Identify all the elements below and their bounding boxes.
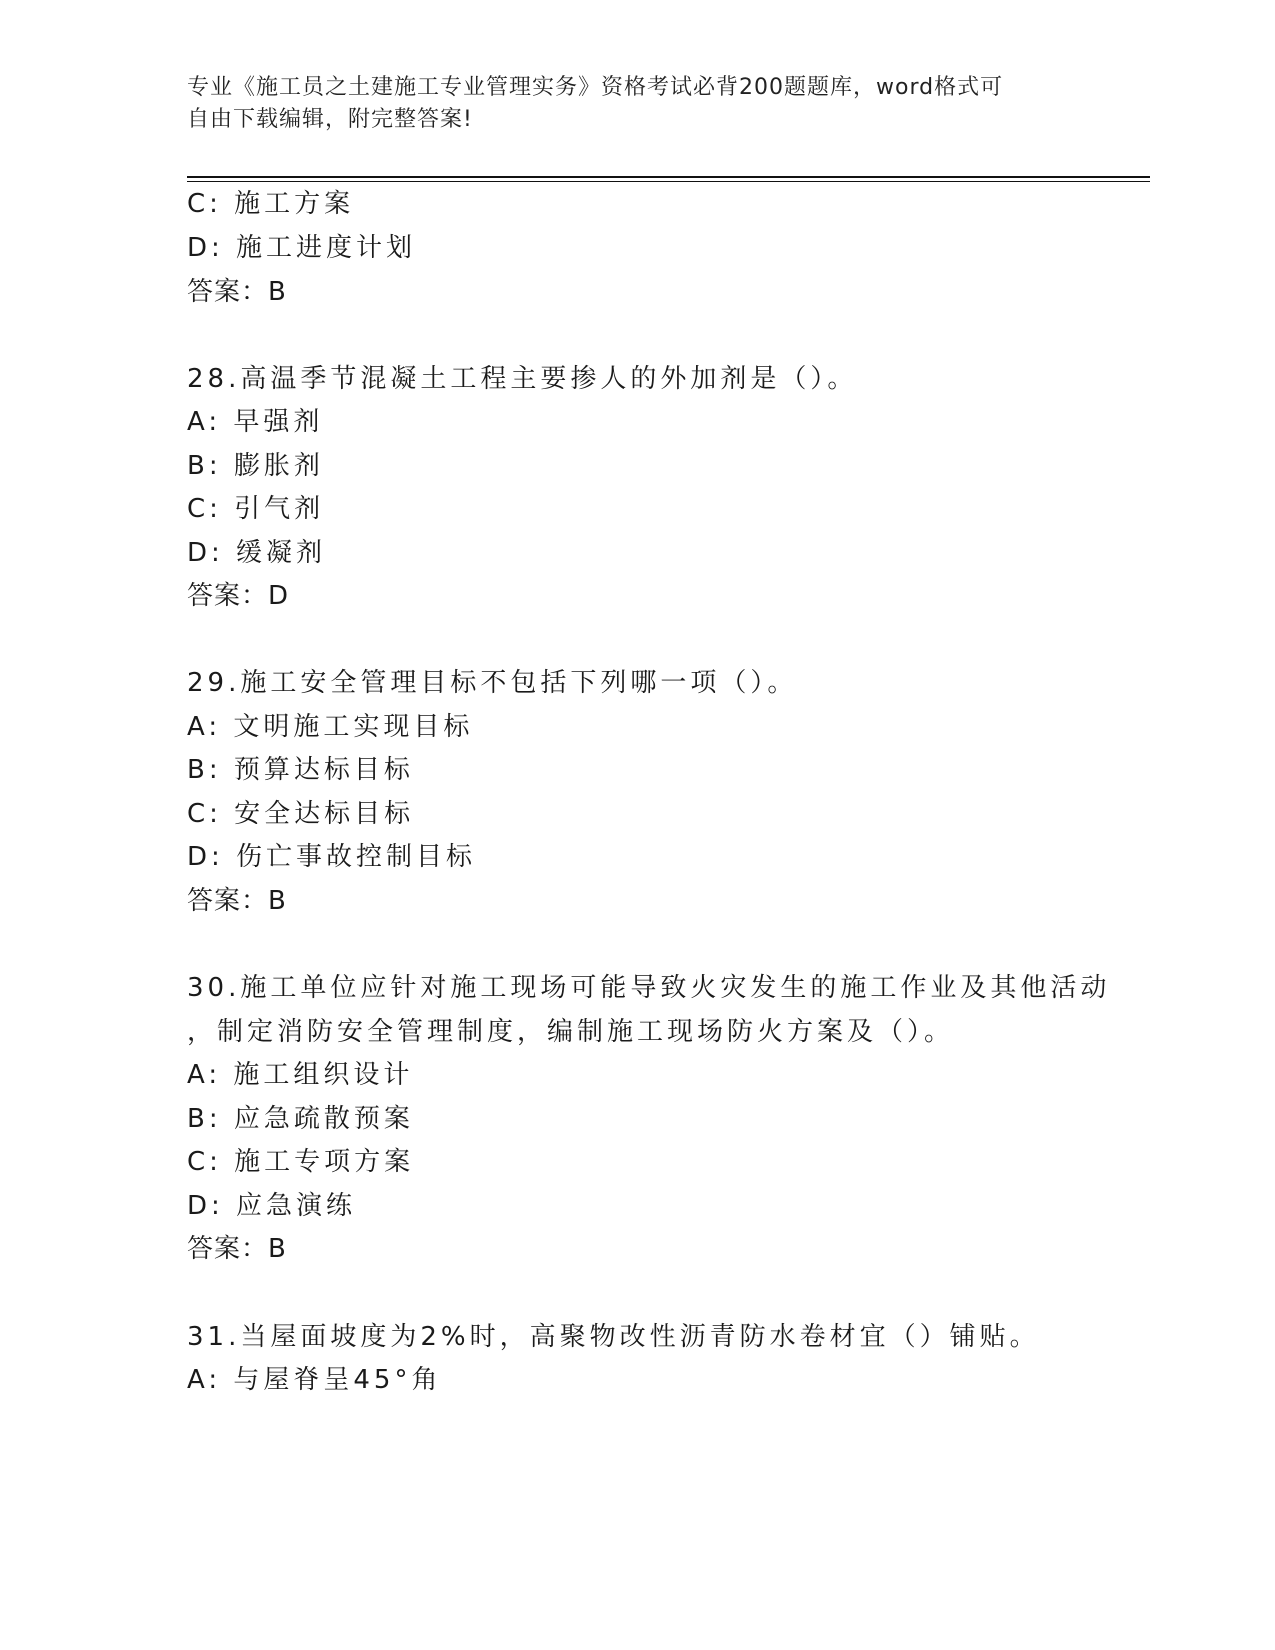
q28-option-d: D: 缓凝剂 bbox=[187, 538, 327, 568]
option-c-prev: C: 施工方案 bbox=[187, 189, 355, 219]
question-29: 29.施工安全管理目标不包括下列哪一项（）。 bbox=[187, 668, 798, 698]
header-line-2: 自由下载编辑，附完整答案! bbox=[187, 107, 473, 132]
q29-option-b: B: 预算达标目标 bbox=[187, 755, 414, 785]
question-30: 30.施工单位应针对施工现场可能导致火灾发生的施工作业及其他活动 bbox=[187, 973, 1111, 1003]
answer-28: 答案：D bbox=[187, 581, 290, 611]
header-rule-thin bbox=[187, 181, 1150, 182]
q29-option-d: D: 伤亡事故控制目标 bbox=[187, 842, 477, 872]
header-line-1: 专业《施工员之土建施工专业管理实务》资格考试必背200题题库，word格式可 bbox=[187, 75, 1004, 100]
answer-27: 答案：B bbox=[187, 277, 287, 307]
question-28: 28.高温季节混凝土工程主要掺人的外加剂是（）。 bbox=[187, 364, 858, 394]
q28-option-c: C: 引气剂 bbox=[187, 494, 325, 524]
q30-option-c: C: 施工专项方案 bbox=[187, 1147, 415, 1177]
question-30-continued: ，制定消防安全管理制度，编制施工现场防火方案及（）。 bbox=[187, 1017, 955, 1047]
answer-30: 答案：B bbox=[187, 1234, 287, 1264]
document-header bbox=[187, 72, 1087, 136]
q28-option-a: A: 早强剂 bbox=[187, 407, 324, 437]
option-d-prev: D: 施工进度计划 bbox=[187, 233, 417, 263]
header-rule-thick bbox=[187, 176, 1150, 178]
q28-option-b: B: 膨胀剂 bbox=[187, 451, 324, 481]
q30-option-b: B: 应急疏散预案 bbox=[187, 1104, 414, 1134]
q29-option-c: C: 安全达标目标 bbox=[187, 799, 415, 829]
q29-option-a: A: 文明施工实现目标 bbox=[187, 712, 474, 742]
question-31: 31.当屋面坡度为2%时，高聚物改性沥青防水卷材宜（）铺贴。 bbox=[187, 1322, 1040, 1352]
q30-option-a: A: 施工组织设计 bbox=[187, 1060, 414, 1090]
answer-29: 答案：B bbox=[187, 886, 287, 916]
q30-option-d: D: 应急演练 bbox=[187, 1191, 357, 1221]
q31-option-a: A: 与屋脊呈45°角 bbox=[187, 1365, 442, 1395]
